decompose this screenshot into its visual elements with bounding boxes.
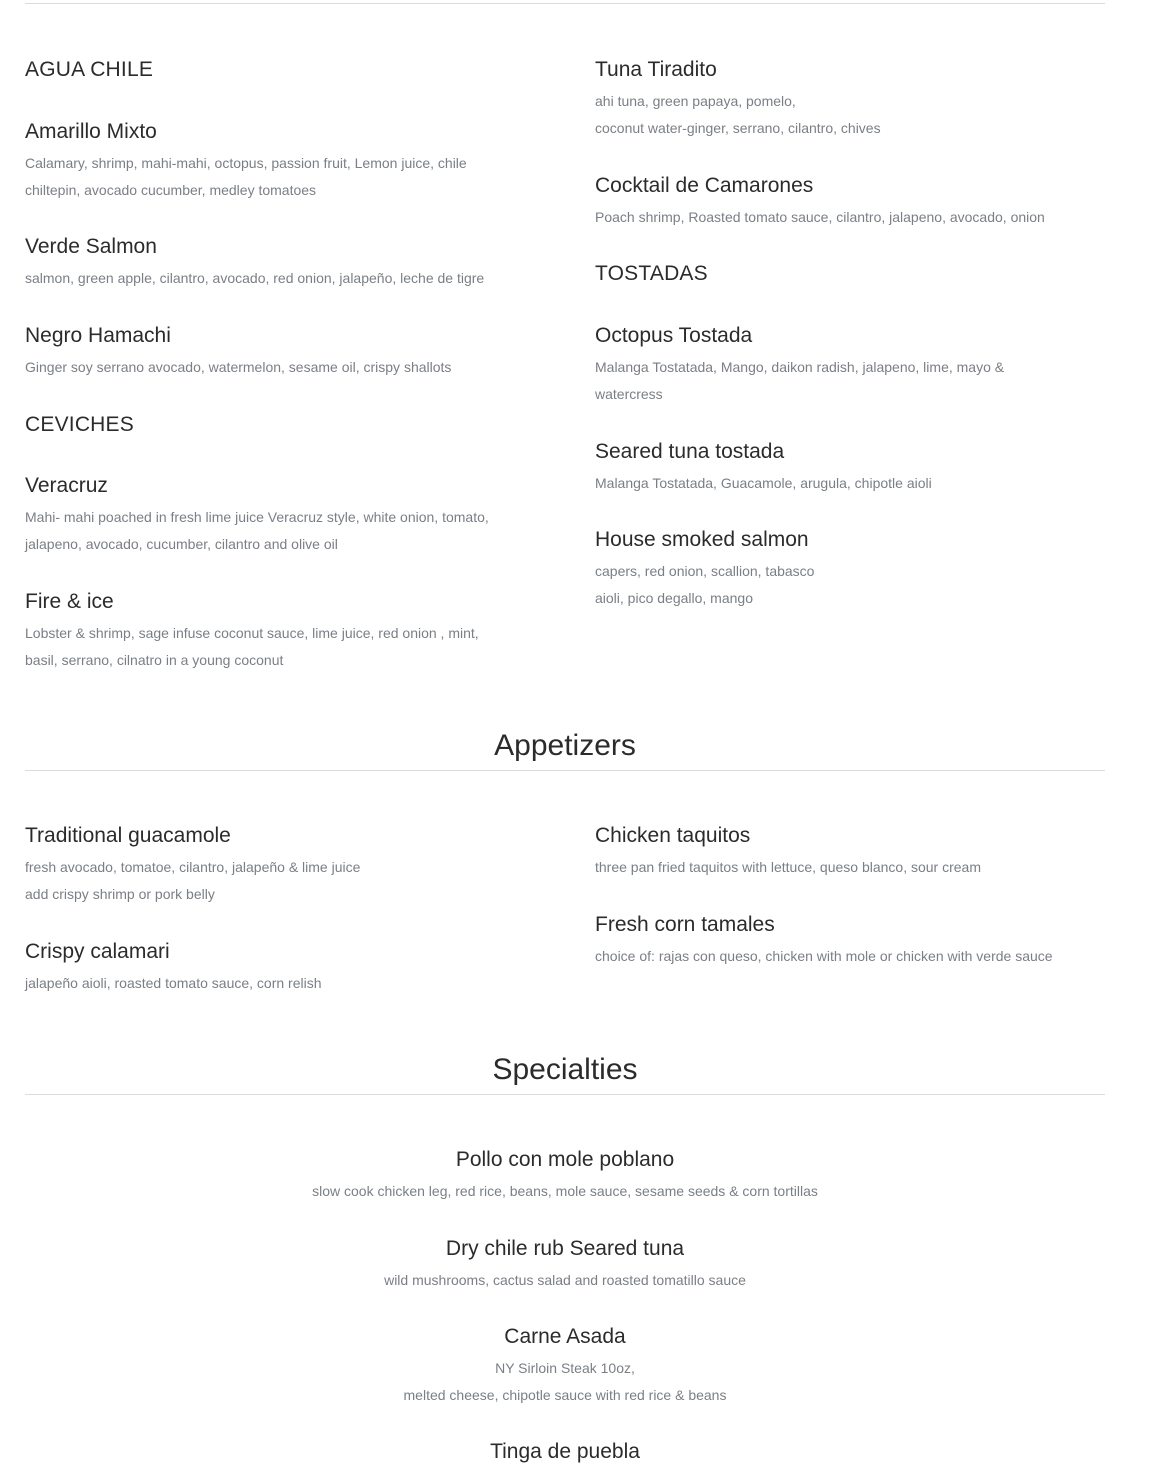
menu-item	[0, 1146, 1130, 1205]
item-title: Chicken taquitos	[595, 824, 751, 847]
section-title-appetizers: Appetizers	[494, 729, 636, 762]
desc-line: Lobster & shrimp, sage infuse coconut sauce, lime juice, red onion , mint,	[25, 625, 479, 641]
item-title: Traditional guacamole	[25, 824, 231, 847]
item-description	[25, 854, 545, 908]
desc-line: Ginger soy serrano avocado, watermelon, sesame oil, crispy shallots	[25, 359, 452, 375]
desc-line: jalapeño aioli, roasted tomato sauce, corn relish	[25, 975, 322, 991]
menu-item	[25, 472, 545, 558]
desc-line: Malanga Tostatada, Guacamole, arugula, chipotle aioli	[595, 475, 932, 491]
menu-item	[0, 1235, 1130, 1294]
item-title: Octopus Tostada	[595, 324, 753, 347]
menu-item	[25, 118, 545, 204]
desc-line: salmon, green apple, cilantro, avocado, red onion, jalapeño, leche de tigre	[25, 270, 485, 286]
desc-line: NY Sirloin Steak 10oz,	[495, 1360, 635, 1376]
desc-line: Poach shrimp, Roasted tomato sauce, cilantro, jalapeno, avocado, onion	[595, 209, 1045, 225]
menu-item	[595, 322, 1115, 408]
item-description	[0, 1178, 1130, 1205]
menu-item	[595, 822, 1115, 881]
item-title: Verde Salmon	[25, 235, 157, 258]
menu-item	[595, 526, 1115, 612]
item-description	[595, 204, 1115, 231]
desc-line: wild mushrooms, cactus salad and roasted tomatillo sauce	[384, 1272, 746, 1288]
desc-line: Malanga Tostatada, Mango, daikon radish, jalapeno, lime, mayo &	[595, 359, 1005, 375]
category-heading	[595, 260, 708, 288]
item-title: Dry chile rub Seared tuna	[445, 1237, 685, 1260]
category-label: AGUA CHILE	[25, 58, 154, 81]
desc-line: slow cook chicken leg, red rice, beans, mole sauce, sesame seeds & corn tortillas	[312, 1183, 818, 1199]
desc-line: melted cheese, chipotle sauce with red rice & beans	[403, 1387, 727, 1403]
desc-line: fresh avocado, tomatoe, cilantro, jalapeño & lime juice	[25, 859, 361, 875]
menu-item	[595, 172, 1115, 231]
menu-item	[25, 322, 545, 381]
item-description	[25, 620, 545, 674]
item-description	[595, 354, 1115, 408]
menu-item	[0, 1438, 1130, 1466]
menu-item	[25, 938, 545, 997]
item-title: Amarillo Mixto	[25, 120, 157, 143]
item-description	[595, 470, 1115, 497]
item-title: Tuna Tiradito	[595, 58, 717, 81]
item-description	[595, 854, 1115, 881]
desc-line: add crispy shrimp or pork belly	[25, 886, 215, 902]
desc-line: three pan fried taquitos with lettuce, queso blanco, sour cream	[595, 859, 981, 875]
item-description	[0, 1267, 1130, 1294]
section-divider	[25, 1094, 1105, 1095]
menu-item	[25, 233, 545, 292]
desc-line: choice of: rajas con queso, chicken with mole or chicken with verde sauce	[595, 948, 1053, 964]
menu-item	[595, 911, 1115, 970]
desc-line: chiltepin, avocado cucumber, medley tomatoes	[25, 182, 317, 198]
item-description	[595, 88, 1115, 142]
item-description	[595, 943, 1115, 970]
section-title-specialties: Specialties	[492, 1053, 638, 1086]
desc-line: coconut water-ginger, serrano, cilantro, chives	[595, 120, 881, 136]
item-title: Tinga de puebla	[490, 1440, 640, 1463]
item-title: Cocktail de Camarones	[595, 174, 814, 197]
item-description	[25, 504, 545, 558]
item-title: Veracruz	[25, 474, 108, 497]
item-title: Negro Hamachi	[25, 324, 171, 347]
menu-item	[595, 438, 1115, 497]
item-description	[25, 970, 545, 997]
desc-line: capers, red onion, scallion, tabasco	[595, 563, 815, 579]
item-title: House smoked salmon	[595, 528, 809, 551]
desc-line: jalapeno, avocado, cucumber, cilantro and olive oil	[25, 536, 338, 552]
category-heading	[25, 56, 153, 84]
desc-line: Calamary, shrimp, mahi-mahi, octopus, passion fruit, Lemon juice, chile	[25, 155, 467, 171]
menu-item	[595, 56, 1115, 142]
desc-line: aioli, pico degallo, mango	[595, 590, 753, 606]
item-description	[25, 265, 545, 292]
desc-line: ahi tuna, green papaya, pomelo,	[595, 93, 796, 109]
menu-item	[0, 1323, 1130, 1409]
item-title: Fire & ice	[25, 590, 114, 613]
category-heading	[25, 411, 134, 439]
item-title: Fresh corn tamales	[595, 913, 775, 936]
item-title: Crispy calamari	[25, 940, 170, 963]
item-description	[25, 354, 545, 381]
menu-item	[25, 822, 545, 908]
desc-line: watercress	[595, 386, 663, 402]
top-divider	[25, 3, 1105, 4]
item-title: Pollo con mole poblano	[455, 1148, 675, 1171]
category-label: CEVICHES	[25, 413, 134, 436]
item-description	[0, 1355, 1130, 1409]
desc-line: Mahi- mahi poached in fresh lime juice Veracruz style, white onion, tomato,	[25, 509, 489, 525]
category-label: TOSTADAS	[595, 262, 708, 285]
item-title: Seared tuna tostada	[595, 440, 785, 463]
section-divider	[25, 770, 1105, 771]
item-description	[595, 558, 1115, 612]
item-description	[25, 150, 545, 204]
item-title: Carne Asada	[504, 1325, 626, 1348]
desc-line: basil, serrano, cilnatro in a young coconut	[25, 652, 284, 668]
menu-item	[25, 588, 545, 674]
